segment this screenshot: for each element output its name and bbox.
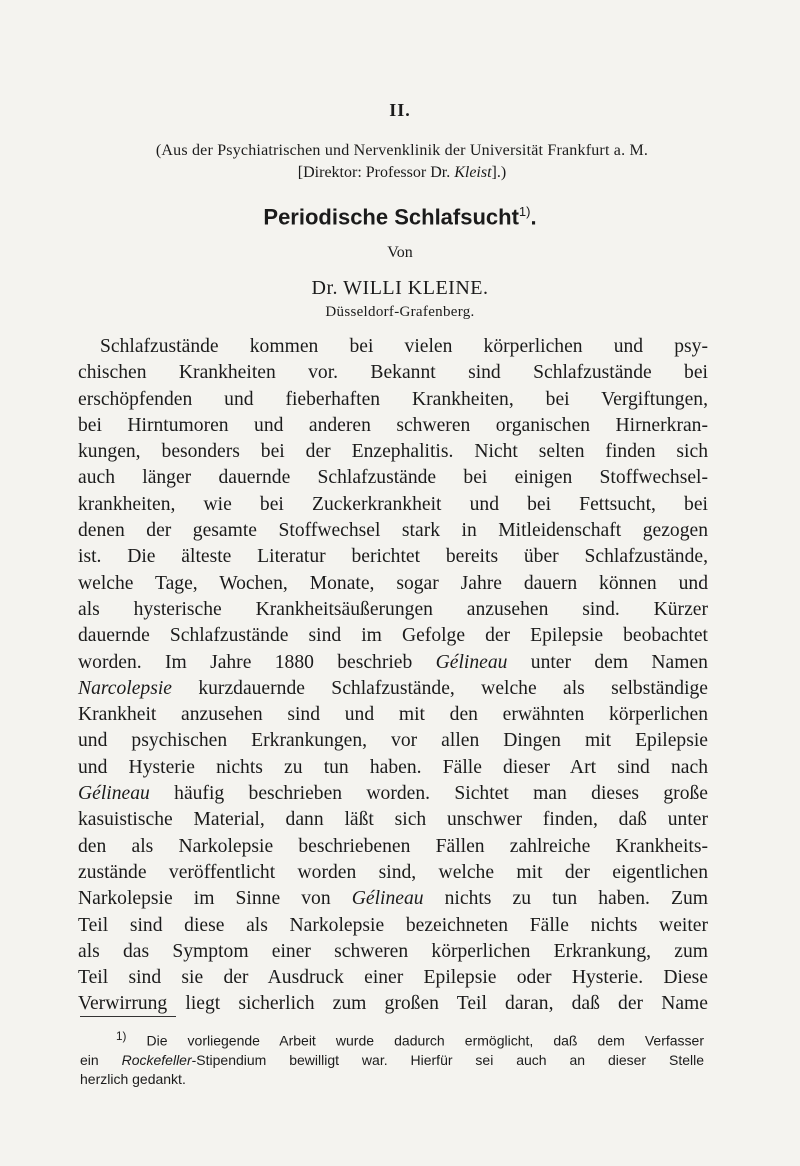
footnote-line	[80, 1051, 704, 1070]
body-line: als hysterische Krankheitsäußerungen anzusehen sind. Kürzer	[78, 598, 708, 620]
body-line: Krankheit anzusehen sind und mit den erwähnten körperlichen	[78, 704, 708, 726]
affiliation-close: ].)	[491, 164, 507, 181]
body-text-span: kurzdauernde Schlafzustände, welche als selbständige	[171, 677, 708, 699]
body-line	[78, 886, 708, 912]
body-line: krankheiten, wie bei Zuckerkrankheit und bei Fettsucht, bei	[78, 493, 708, 515]
footnote-line: herzlich gedankt.	[80, 1070, 186, 1087]
body-text-span: nichts zu tun haben. Zum	[423, 888, 708, 910]
body-line	[78, 781, 708, 807]
footnote-divider	[80, 1016, 176, 1017]
byline-von: Von	[387, 244, 413, 261]
cited-name: Gélineau	[78, 783, 150, 805]
footnote-text: -Stipendium bewilligt war. Hierfür sei auch an dieser Stelle	[191, 1051, 705, 1068]
footnote-text: ein	[80, 1051, 122, 1068]
footnote-mark: 1)	[116, 1030, 127, 1043]
body-line: Teil sind sie der Ausdruck einer Epilepsie oder Hysterie. Diese	[78, 967, 708, 989]
article-title: Periodische Schlafsucht$^{1)}$.	[263, 204, 537, 230]
footnote	[80, 1027, 704, 1089]
body-line: und psychischen Erkrankungen, vor allen Dingen mit Epilepsie	[78, 730, 708, 752]
cited-term: Narcolepsie	[78, 677, 172, 699]
section-number: II.	[389, 100, 411, 120]
body-text-span: Narkolepsie im Sinne von	[78, 888, 352, 910]
cited-name: Gélineau	[435, 651, 508, 673]
body-line: Verwirrung liegt sicherlich zum großen Teil daran, daß der Name	[78, 993, 708, 1015]
affiliation	[82, 140, 722, 184]
footnote-text: Die vorliegende Arbeit wurde dadurch ermöglicht, daß dem Verfasser	[146, 1032, 705, 1049]
body-text	[78, 334, 708, 1018]
body-line: kungen, besonders bei der Enzephalitis. Nicht selten finden sich	[78, 441, 708, 463]
cited-name: Gélineau	[351, 888, 424, 910]
body-line	[78, 676, 708, 702]
body-line: Teil sind diese als Narkolepsie bezeichneten Fälle nichts weiter	[78, 914, 708, 936]
director-name: Kleist	[454, 164, 492, 181]
title-footnote-mark: 1)	[518, 204, 531, 219]
body-line: welche Tage, Wochen, Monate, sogar Jahre dauern können und	[78, 572, 708, 594]
affiliation-line-1: (Aus der Psychiatrischen und Nervenklinik der Universität Frankfurt a. M.	[155, 142, 649, 159]
body-text-span: unter dem Namen	[507, 651, 708, 673]
author-location: Düsseldorf-Grafenberg.	[325, 304, 475, 320]
body-line: erschöpfenden und fieberhaften Krankheiten, bei Vergiftungen,	[78, 388, 708, 410]
body-text-span: häufig beschrieben worden. Sichtet man dieses große	[149, 783, 708, 805]
body-line: denen der gesamte Stoffwechsel stark in Mitleidenschaft gezogen	[78, 520, 708, 542]
body-line: chischen Krankheiten vor. Bekannt sind Schlafzustände bei	[78, 362, 708, 384]
body-line: den als Narkolepsie beschriebenen Fällen zahlreiche Krankheits-	[78, 835, 708, 857]
sponsor-name: Rockefeller	[121, 1051, 192, 1068]
body-line: als das Symptom einer schweren körperlichen Erkrankung, zum	[78, 940, 708, 962]
author-name: Dr. WILLI KLEINE.	[311, 277, 489, 299]
body-text-span: worden. Im Jahre 1880 beschrieb	[78, 651, 436, 673]
body-line	[78, 650, 708, 676]
body-line: auch länger dauernde Schlafzustände bei einigen Stoffwechsel-	[78, 467, 708, 489]
body-line: Schlafzustände kommen bei vielen körperlichen und psy-	[100, 336, 708, 357]
body-line: kasuistische Material, dann läßt sich unschwer finden, daß unter	[78, 809, 708, 831]
body-line: zustände veröffentlicht worden sind, welche mit der eigentlichen	[78, 861, 708, 883]
title-text: Periodische Schlafsucht	[263, 204, 519, 230]
affiliation-director-prefix: [Direktor: Professor Dr.	[297, 164, 455, 181]
affiliation-line-2	[82, 162, 722, 184]
body-line: ist. Die älteste Literatur berichtet bereits über Schlafzustände,	[78, 546, 708, 568]
footnote-line	[80, 1027, 704, 1051]
body-line: bei Hirntumoren und anderen schweren organischen Hirnerkran-	[78, 414, 708, 436]
body-line: und Hysterie nichts zu tun haben. Fälle dieser Art sind nach	[78, 756, 708, 778]
body-line: dauernde Schlafzustände sind im Gefolge der Epilepsie beobachtet	[78, 625, 708, 647]
